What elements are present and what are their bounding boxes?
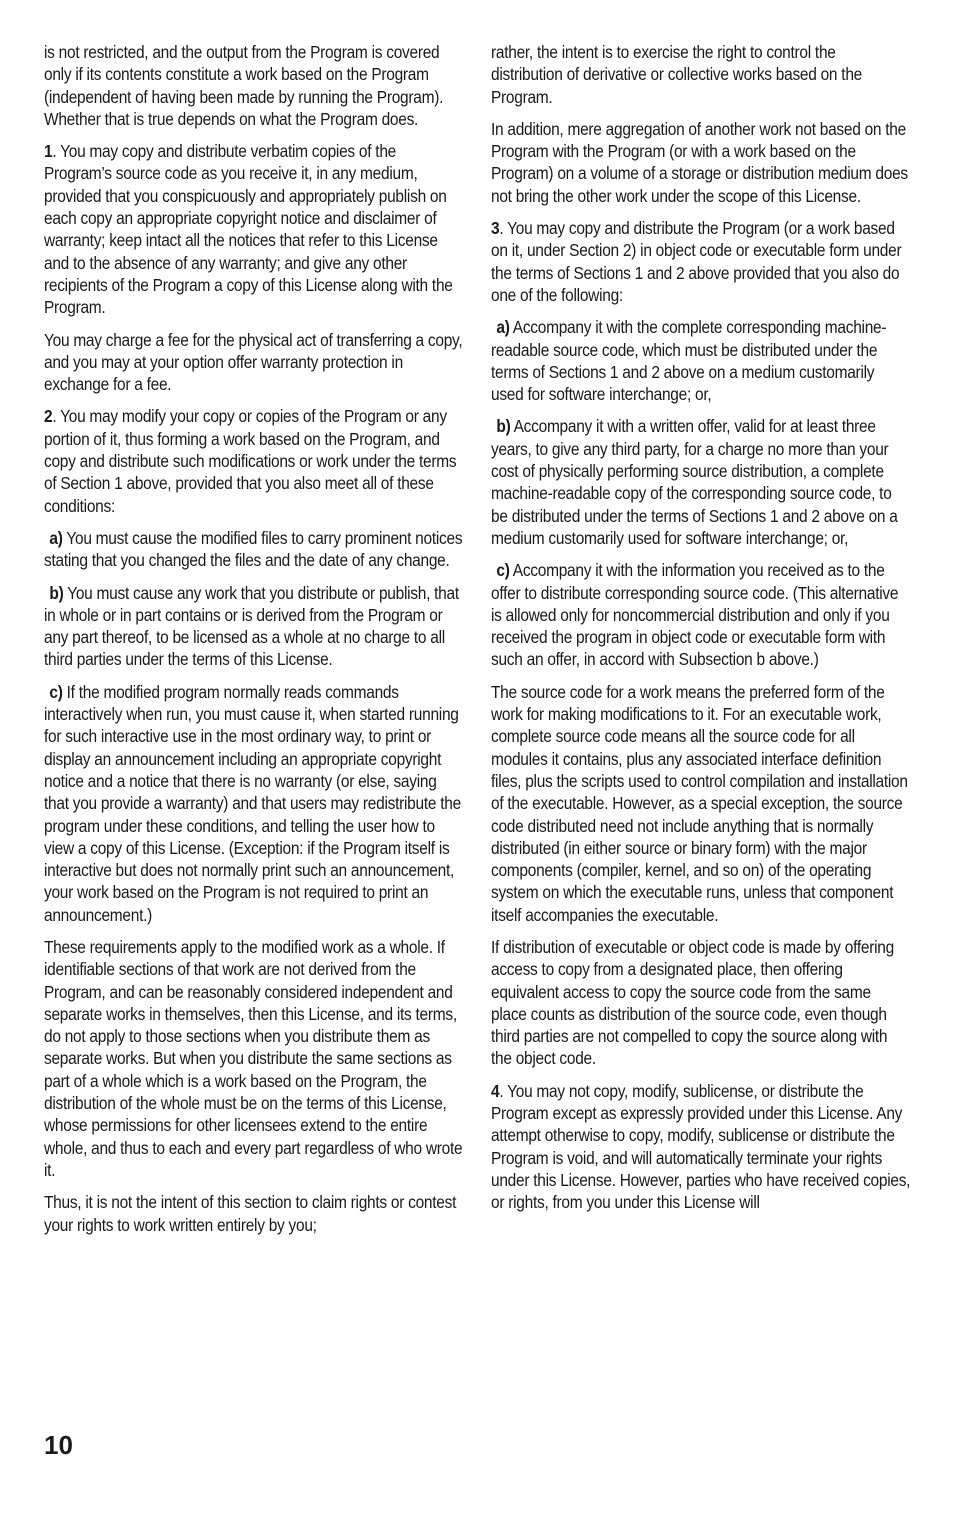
paragraph <box>44 405 463 516</box>
paragraph <box>491 681 910 926</box>
paragraph-text: . You may copy and distribute the Program (or a work based on it, under Section 2) in object code or executable form under the terms of Sections 1 and 2 above provided that you also do one of the following: <box>491 218 902 305</box>
paragraph-text: Accompany it with a written offer, valid for at least three years, to give any third party, for a charge no more than your cost of physically performing source distribution, a complete machine-readable copy of the corresponding source code, to be distributed under the terms of Sections 1 and 2 above on a medium customarily used for software interchange; or, <box>491 416 898 548</box>
paragraph-text: Accompany it with the complete corresponding machine-readable source code, which must be distributed under the terms of Sections 1 and 2 above on a medium customarily used for software interchange; or, <box>491 317 887 405</box>
paragraph <box>44 582 463 671</box>
section-number: 3 <box>491 218 500 239</box>
paragraph <box>491 559 910 670</box>
paragraph-text: is not restricted, and the output from the Program is covered only if its contents constitute a work based on the Program (independent of having been made by running the Program). Whether that is true depends on what the Program does. <box>44 42 444 129</box>
section-number: 2 <box>44 406 53 427</box>
paragraph <box>44 1191 463 1236</box>
subsection-label: c) <box>496 560 510 581</box>
paragraph <box>44 527 463 572</box>
subsection-label: a) <box>496 317 510 338</box>
paragraph-text: . You may not copy, modify, sublicense, or distribute the Program except as expressly provided under this License. Any attempt otherwise to copy, modify, sublicense or distribute the Program is void, and will automatically terminate your rights under this License. However, parties who have received copies, or rights, from you under this License will <box>491 1080 911 1213</box>
paragraph-text: You must cause any work that you distribute or publish, that in whole or in part contains or is derived from the Program or any part thereof, to be licensed as a whole at no charge to all third parties under the terms of this License. <box>44 582 459 670</box>
paragraph-text: If distribution of executable or object code is made by offering access to copy from a designated place, then offering equivalent access to copy the source code from the same place counts as distribution of the source code, even though third parties are not compelled to copy the source along with the object code. <box>491 936 894 1069</box>
paragraph <box>491 415 910 549</box>
paragraph-text: The source code for a work means the preferred form of the work for making modifications to it. For an executable work, complete source code means all the source code for all modules it contains, plus any associated interface definition files, plus the scripts used to control compilation and installation of the executable. However, as a special exception, the source code distributed need not include anything that is normally distributed (in either source or binary form) with the major components (compiler, kernel, and so on) of the operating system on which the executable runs, unless that component itself accompanies the executable. <box>491 681 908 925</box>
paragraph <box>44 936 463 1181</box>
subsection-label: b) <box>496 416 511 437</box>
paragraph <box>491 316 910 405</box>
subsection-label: b) <box>49 582 64 603</box>
paragraph-text: These requirements apply to the modified work as a whole. If identifiable sections of that work are not derived from the Program, and can be reasonably considered independent and separate works in themselves, then this License, and its terms, do not apply to those sections when you distribute them as separate works. But when you distribute the same sections as part of a whole which is a work based on the Program, the distribution of the whole must be on the terms of this License, whose permissions for other licensees extend to the entire whole, and thus to each and every part regardless of who wrote it. <box>44 936 463 1180</box>
paragraph-text: Accompany it with the information you received as to the offer to distribute corresponding source code. (This alternative is allowed only for noncommercial distribution and only if you received the program in object code or executable form with such an offer, in accord with Subsection b above.) <box>491 560 899 670</box>
paragraph-text: . You may copy and distribute verbatim copies of the Program’s source code as you receive it, in any medium, provided that you conspicuously and appropriately publish on each copy an appropriate copyright notice and disclaimer of warranty; keep intact all the notices that refer to this License and to the absence of any warranty; and give any other recipients of the Program a copy of this License along with the Program. <box>44 141 453 318</box>
paragraph <box>491 936 910 1070</box>
paragraph-text: . You may modify your copy or copies of the Program or any portion of it, thus forming a work based on the Program, and copy and distribute such modifications or work under the terms of Section 1 above, provided that you also meet all of these conditions: <box>44 406 457 516</box>
paragraph <box>44 681 463 926</box>
right-column <box>491 41 910 1224</box>
paragraph <box>44 329 463 396</box>
paragraph-text: In addition, mere aggregation of another work not based on the Program with the Program (or with a work based on the Program) on a volume of a storage or distribution medium does not bring the other work under the scope of this License. <box>491 118 908 206</box>
paragraph <box>491 118 910 207</box>
subsection-label: a) <box>49 527 63 548</box>
paragraph-text: If the modified program normally reads commands interactively when run, you must cause it, when started running for such interactive use in the most ordinary way, to print or display an announcement including an appropriate copyright notice and a notice that there is no warranty (or else, saying that you provide a warranty) and that users may redistribute the program under these conditions, and telling the user how to view a copy of this License. (Exception: if the Program itself is interactive but does not normally print such an announcement, your work based on the Program is not required to print an announcement.) <box>44 681 461 925</box>
paragraph <box>44 41 463 130</box>
paragraph-text: rather, the intent is to exercise the right to control the distribution of derivative or collective works based on the Program. <box>491 42 862 107</box>
paragraph-text: You may charge a fee for the physical act of transferring a copy, and you may at your option offer warranty protection in exchange for a fee. <box>44 329 463 395</box>
paragraph <box>491 1080 910 1214</box>
paragraph <box>491 217 910 306</box>
paragraph-text: You must cause the modified files to carry prominent notices stating that you changed the files and the date of any change. <box>44 527 463 571</box>
left-column <box>44 41 463 1246</box>
subsection-label: c) <box>49 681 63 702</box>
paragraph <box>491 41 910 108</box>
paragraph <box>44 140 463 318</box>
section-number: 4 <box>491 1080 500 1101</box>
paragraph-text: Thus, it is not the intent of this section to claim rights or contest your rights to work written entirely by you; <box>44 1192 457 1235</box>
page-number: 10 <box>44 1430 73 1460</box>
section-number: 1 <box>44 141 53 162</box>
